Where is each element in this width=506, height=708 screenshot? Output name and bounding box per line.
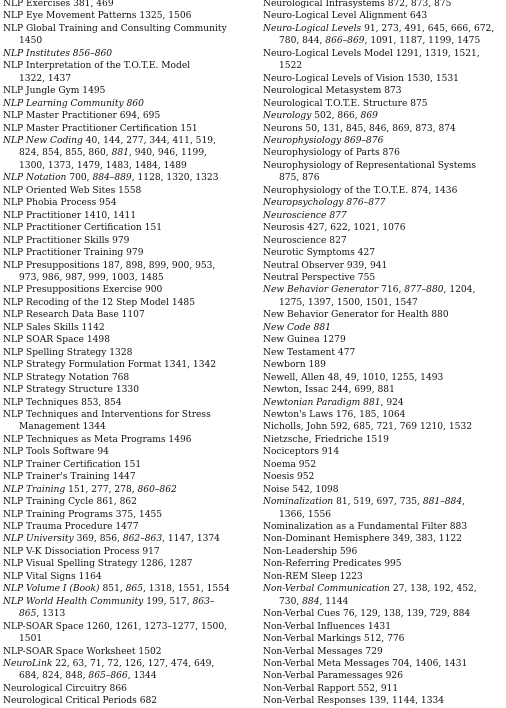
index-entry — [3, 484, 255, 496]
index-entry — [263, 334, 506, 346]
index-entry — [263, 197, 506, 209]
index-text: , 1204, — [443, 285, 476, 296]
index-text: 780, 844, — [279, 36, 326, 47]
index-text: Noema 952 — [263, 459, 317, 470]
index-text-italic: NLP Volume I (Book) — [3, 584, 100, 595]
index-entry — [263, 646, 506, 658]
index-text: , 940, 946, 1199, — [128, 148, 208, 159]
index-text: NLP Global Training and Consulting Community — [3, 23, 227, 34]
index-entry — [3, 98, 255, 110]
index-entry — [3, 297, 255, 309]
index-text: NLP Master Practitioner 694, 695 — [3, 111, 161, 122]
index-text-italic: Neurophysiology — [263, 135, 342, 146]
index-text-italic: 881 — [363, 397, 381, 408]
index-text: 91, 273, 491, 645, 666, 672, — [361, 23, 495, 34]
index-text: Neurotic Symptoms 427 — [263, 248, 376, 259]
index-entry-continuation — [3, 633, 255, 645]
index-text-italic: 876–877 — [346, 198, 386, 209]
index-entry — [263, 110, 506, 122]
index-text-italic: 881–884 — [422, 497, 463, 508]
index-text-italic: 865 — [19, 609, 37, 620]
index-entry — [3, 172, 255, 184]
index-entry — [3, 533, 255, 545]
index-entry — [3, 372, 255, 384]
index-entry — [263, 670, 506, 682]
index-entry — [3, 0, 255, 10]
index-text-italic: NLP Notation — [3, 173, 67, 184]
index-text: , 1128, 1320, 1323 — [131, 173, 219, 184]
index-text: Non-Verbal Rapport 552, 911 — [263, 683, 399, 694]
index-entry — [3, 235, 255, 247]
index-text: 1322, 1437 — [19, 73, 72, 84]
index-text: Non-Verbal Meta Messages 704, 1406, 1431 — [263, 659, 468, 670]
index-entry — [3, 123, 255, 135]
index-text: NLP Training Programs 375, 1455 — [3, 509, 163, 520]
index-text: Non-Leadership 596 — [263, 546, 358, 557]
index-entry — [263, 546, 506, 558]
index-text: Neuro-Logical Level Alignment 643 — [263, 11, 428, 22]
index-entry — [3, 621, 255, 633]
index-entry — [263, 85, 506, 97]
index-entry — [3, 284, 255, 296]
index-entry — [3, 397, 255, 409]
index-text-italic: 881 — [313, 322, 331, 333]
index-text: NLP Practitioner Skills 979 — [3, 235, 130, 246]
index-text-italic: New Code — [263, 322, 311, 333]
index-text: Neurosis 427, 622, 1021, 1076 — [263, 223, 406, 234]
index-entry — [263, 571, 506, 583]
index-entry-continuation — [3, 147, 255, 159]
index-entry-continuation — [3, 421, 255, 433]
index-text: Newton, Issac 244, 699, 881 — [263, 385, 395, 396]
index-entry — [263, 123, 506, 135]
index-entry-continuation — [263, 509, 506, 521]
index-text-italic: 860–862 — [137, 484, 177, 495]
index-entry — [263, 484, 506, 496]
index-text-italic: Neuropsychology — [263, 198, 344, 209]
index-entry — [263, 521, 506, 533]
index-entry — [3, 10, 255, 22]
index-entry — [3, 135, 255, 147]
index-entry — [263, 384, 506, 396]
index-text: NLP Tools Software 94 — [3, 447, 109, 458]
index-entry — [263, 409, 506, 421]
index-text: 199, 517, — [143, 596, 193, 607]
index-text: 1522 — [279, 61, 303, 72]
index-text: NLP Practitioner 1410, 1411 — [3, 210, 137, 221]
index-text: Newborn 189 — [263, 360, 326, 371]
index-entry — [263, 10, 506, 22]
index-text: 1300, 1373, 1479, 1483, 1484, 1489 — [19, 160, 187, 171]
index-text: NLP Presuppositions 187, 898, 899, 900, 953, — [3, 260, 216, 271]
index-entry — [3, 260, 255, 272]
index-entry — [3, 60, 255, 72]
index-entry — [3, 384, 255, 396]
index-text: Non-Verbal Paramessages 926 — [263, 671, 403, 682]
index-entry — [3, 546, 255, 558]
index-entry — [263, 621, 506, 633]
index-text-italic: 877–880 — [404, 285, 444, 296]
index-text: NLP Techniques 853, 854 — [3, 397, 122, 408]
index-text: NLP Practitioner Certification 151 — [3, 223, 163, 234]
index-text: Nociceptors 914 — [263, 447, 340, 458]
index-entry — [3, 347, 255, 359]
index-entry-continuation — [263, 596, 506, 608]
index-text-italic: NLP Training — [3, 484, 66, 495]
index-text-italic: 869 — [360, 111, 378, 122]
index-text: New Guinea 1279 — [263, 335, 346, 346]
index-text: NLP Techniques as Meta Programs 1496 — [3, 434, 192, 445]
index-text: NLP Jungle Gym 1495 — [3, 86, 106, 97]
index-entry — [263, 372, 506, 384]
index-column-left — [3, 0, 255, 708]
index-text: NLP Oriented Web Sites 1558 — [3, 185, 142, 196]
index-entry — [3, 496, 255, 508]
index-text: NLP Phobia Process 954 — [3, 198, 117, 209]
index-entry — [263, 185, 506, 197]
index-text: NLP Training Cycle 861, 862 — [3, 497, 137, 508]
index-text-italic: 866–869 — [325, 36, 365, 47]
index-entry — [263, 658, 506, 670]
index-entry — [263, 397, 506, 409]
index-entry — [263, 309, 506, 321]
index-text: NLP Strategy Formulation Format 1341, 1342 — [3, 360, 217, 371]
index-text: Neurophysiology of the T.O.T.E. 874, 1436 — [263, 185, 458, 196]
index-text: 1275, 1397, 1500, 1501, 1547 — [279, 297, 418, 308]
index-text: Neurological Circuitry 866 — [3, 683, 127, 694]
index-text: 1501 — [19, 634, 43, 645]
index-text-italic: 865 — [125, 584, 143, 595]
index-text: 22, 63, 71, 72, 126, 127, 474, 649, — [52, 659, 215, 670]
index-text: 684, 824, 848, — [19, 671, 89, 682]
index-entry-continuation — [263, 35, 506, 47]
index-text: NLP Sales Skills 1142 — [3, 322, 105, 333]
index-text: 824, 854, 855, 860, — [19, 148, 112, 159]
index-text: Noesis 952 — [263, 472, 315, 483]
index-entry — [263, 235, 506, 247]
index-text: 851, — [99, 584, 126, 595]
index-text: , 1313 — [36, 609, 66, 620]
index-entry-continuation — [3, 608, 255, 620]
index-text: Nicholls, John 592, 685, 721, 769 1210, 1532 — [263, 422, 473, 433]
index-entry — [3, 309, 255, 321]
index-text: Neurophysiology of Representational Systems — [263, 160, 477, 171]
index-text: Neurological Infrasystems 872, 873, 875 — [263, 0, 452, 9]
index-text: Non-Verbal Messages 729 — [263, 646, 383, 657]
index-text: Neurological Metasystem 873 — [263, 86, 402, 97]
index-entry — [263, 210, 506, 222]
index-text-italic: Newtonian Paradigm — [263, 397, 361, 408]
index-text: 875, 876 — [279, 173, 320, 184]
index-entry — [3, 571, 255, 583]
index-entry-continuation — [263, 60, 506, 72]
index-text: Neuro-Logical Levels Model 1291, 1319, 1521, — [263, 48, 480, 59]
index-entry — [3, 509, 255, 521]
index-entry-continuation — [3, 160, 255, 172]
index-entry — [3, 48, 255, 60]
index-text: , — [462, 497, 466, 508]
index-entry-continuation — [3, 35, 255, 47]
index-text: NLP Practitioner Training 979 — [3, 248, 144, 259]
index-entry — [263, 359, 506, 371]
index-entry — [3, 658, 255, 670]
index-entry — [3, 222, 255, 234]
index-entry — [263, 160, 506, 172]
index-text-italic: Neurology — [263, 111, 312, 122]
index-text: Noise 542, 1098 — [263, 484, 339, 495]
index-entry — [263, 608, 506, 620]
index-text-italic: 881 — [111, 148, 129, 159]
index-text: NLP Master Practitioner Certification 151 — [3, 123, 198, 134]
index-text-italic: New Behavior Generator — [263, 285, 379, 296]
index-text: NLP Eye Movement Patterns 1325, 1506 — [3, 11, 192, 22]
index-text: NLP Research Data Base 1107 — [3, 310, 145, 321]
index-text: NLP Trainer Certification 151 — [3, 459, 142, 470]
index-entry — [3, 197, 255, 209]
index-entry — [263, 496, 506, 508]
index-text: 1450 — [19, 36, 43, 47]
index-text: , 1147, 1374 — [162, 534, 220, 545]
index-text: , 1344 — [127, 671, 157, 682]
index-text: , 1318, 1551, 1554 — [143, 584, 230, 595]
index-entry — [3, 85, 255, 97]
index-text-italic: Neuro-Logical Levels — [263, 23, 362, 34]
index-entry — [263, 446, 506, 458]
index-text: Non-Verbal Responses 139, 1144, 1334 — [263, 696, 445, 707]
index-entry — [263, 583, 506, 595]
index-text: Non-Verbal Cues 76, 129, 138, 139, 729, 884 — [263, 609, 471, 620]
index-entry — [3, 596, 255, 608]
index-entry — [263, 48, 506, 60]
index-text: 151, 277, 278, — [65, 484, 138, 495]
index-text: NLP Presuppositions Exercise 900 — [3, 285, 163, 296]
index-entry — [263, 135, 506, 147]
index-entry — [3, 471, 255, 483]
index-column-right — [263, 0, 506, 708]
index-entry-continuation — [3, 73, 255, 85]
index-text: NLP Exercises 381, 469 — [3, 0, 114, 9]
index-text-italic: 877 — [329, 210, 347, 221]
index-entry — [3, 247, 255, 259]
index-text-italic: Non-Verbal Communication — [263, 584, 390, 595]
index-text: NLP SOAR Space 1498 — [3, 335, 110, 346]
index-text: NLP Strategy Structure 1330 — [3, 385, 139, 396]
index-entry-continuation — [263, 297, 506, 309]
index-entry — [3, 521, 255, 533]
index-entry — [3, 23, 255, 35]
index-entry — [263, 471, 506, 483]
index-text: Newell, Allen 48, 49, 1010, 1255, 1493 — [263, 372, 444, 383]
index-text: 369, 856, — [73, 534, 123, 545]
index-text: NLP Trainer's Training 1447 — [3, 472, 136, 483]
index-text-italic: NeuroLink — [3, 659, 53, 670]
index-text: , 924 — [380, 397, 404, 408]
index-text: NLP Vital Signs 1164 — [3, 571, 102, 582]
index-text: Neuro-Logical Levels of Vision 1530, 1531 — [263, 73, 459, 84]
index-text: Non-Dominant Hemisphere 349, 383, 1122 — [263, 534, 462, 545]
index-text: Nietzsche, Friedriche 1519 — [263, 434, 389, 445]
index-text: NLP Spelling Strategy 1328 — [3, 347, 133, 358]
index-text: Neurological T.O.T.E. Structure 875 — [263, 98, 428, 109]
index-entry — [263, 533, 506, 545]
index-text: Non-Verbal Markings 512, 776 — [263, 634, 405, 645]
index-text-italic: NLP Learning Community 860 — [3, 98, 144, 109]
index-text-italic: NLP New Coding — [3, 135, 83, 146]
index-entry — [263, 695, 506, 707]
index-entry — [263, 222, 506, 234]
index-entry — [263, 434, 506, 446]
index-text: NLP-SOAR Space Worksheet 1502 — [3, 646, 162, 657]
index-entry — [3, 558, 255, 570]
index-text-italic: 863– — [192, 596, 215, 607]
index-entry — [3, 409, 255, 421]
index-text: , 1091, 1187, 1199, 1475 — [364, 36, 481, 47]
index-text: 700, — [66, 173, 93, 184]
index-text: NLP V-K Dissociation Process 917 — [3, 546, 160, 557]
index-text: 730, — [279, 596, 303, 607]
index-text: 973, 986, 987, 999, 1003, 1485 — [19, 272, 164, 283]
index-entry-continuation — [3, 670, 255, 682]
index-entry — [263, 322, 506, 334]
index-entry — [3, 322, 255, 334]
index-entry — [3, 695, 255, 707]
index-text: Non-REM Sleep 1223 — [263, 571, 363, 582]
index-entry — [263, 98, 506, 110]
index-text: Neutral Observer 939, 941 — [263, 260, 388, 271]
index-text-italic: 884–889 — [92, 173, 132, 184]
index-text: 502, 866, — [311, 111, 361, 122]
index-entry — [3, 185, 255, 197]
index-text: 81, 519, 697, 735, — [333, 497, 423, 508]
index-entry — [263, 147, 506, 159]
index-text: Newton's Laws 176, 185, 1064 — [263, 409, 406, 420]
index-text: 27, 138, 192, 452, — [389, 584, 477, 595]
index-text-italic: 869–876 — [344, 135, 384, 146]
index-text: Nominalization as a Fundamental Filter 883 — [263, 522, 468, 533]
index-text: NLP-SOAR Space 1260, 1261, 1273–1277, 1500, — [3, 621, 228, 632]
index-text: NLP Visual Spelling Strategy 1286, 1287 — [3, 559, 193, 570]
index-text: Non-Verbal Influences 1431 — [263, 621, 391, 632]
index-text: Neurons 50, 131, 845, 846, 869, 873, 874 — [263, 123, 456, 134]
index-entry — [263, 73, 506, 85]
index-entry-continuation — [263, 172, 506, 184]
index-text: Neutral Perspective 755 — [263, 272, 376, 283]
index-entry — [263, 459, 506, 471]
index-text: NLP Recoding of the 12 Step Model 1485 — [3, 297, 195, 308]
index-entry-continuation — [3, 272, 255, 284]
index-entry — [3, 334, 255, 346]
index-text: New Testament 477 — [263, 347, 356, 358]
index-entry — [263, 558, 506, 570]
index-entry — [3, 359, 255, 371]
index-entry — [263, 272, 506, 284]
index-text: 40, 144, 277, 344, 411, 519, — [82, 135, 216, 146]
index-text-italic: Nominalization — [263, 497, 334, 508]
index-text-italic: NLP World Health Community — [3, 596, 144, 607]
index-text: Neurological Critical Periods 682 — [3, 696, 158, 707]
index-text: 1366, 1556 — [279, 509, 332, 520]
index-text: NLP Interpretation of the T.O.T.E. Model — [3, 61, 191, 72]
index-text-italic: NLP University — [3, 534, 74, 545]
index-text-italic: 865–866 — [88, 671, 128, 682]
index-entry — [263, 633, 506, 645]
index-entry — [263, 23, 506, 35]
index-text: Neurophysiology of Parts 876 — [263, 148, 400, 159]
index-entry — [3, 459, 255, 471]
index-entry — [3, 583, 255, 595]
index-entry — [263, 260, 506, 272]
index-text: NLP Techniques and Interventions for Stress — [3, 409, 211, 420]
index-entry — [3, 210, 255, 222]
index-text-italic: Neuroscience — [263, 210, 327, 221]
index-entry — [263, 347, 506, 359]
index-text: Neuroscience 827 — [263, 235, 347, 246]
index-text: , 1144 — [319, 596, 349, 607]
index-text: 716, — [378, 285, 405, 296]
index-text-italic: 862–863 — [122, 534, 163, 545]
index-entry — [3, 446, 255, 458]
index-text: New Behavior Generator for Health 880 — [263, 310, 449, 321]
index-text-italic: NLP Institutes 856–860 — [3, 48, 113, 59]
index-text: NLP Strategy Notation 768 — [3, 372, 130, 383]
index-entry — [263, 421, 506, 433]
index-text-italic: 884 — [302, 596, 320, 607]
index-text: NLP Trauma Procedure 1477 — [3, 522, 139, 533]
index-entry — [263, 247, 506, 259]
index-entry — [3, 646, 255, 658]
index-entry — [3, 110, 255, 122]
index-text: Management 1344 — [19, 422, 106, 433]
index-text: Non-Referring Predicates 995 — [263, 559, 402, 570]
index-entry — [263, 284, 506, 296]
index-entry — [3, 434, 255, 446]
index-entry — [263, 0, 506, 10]
